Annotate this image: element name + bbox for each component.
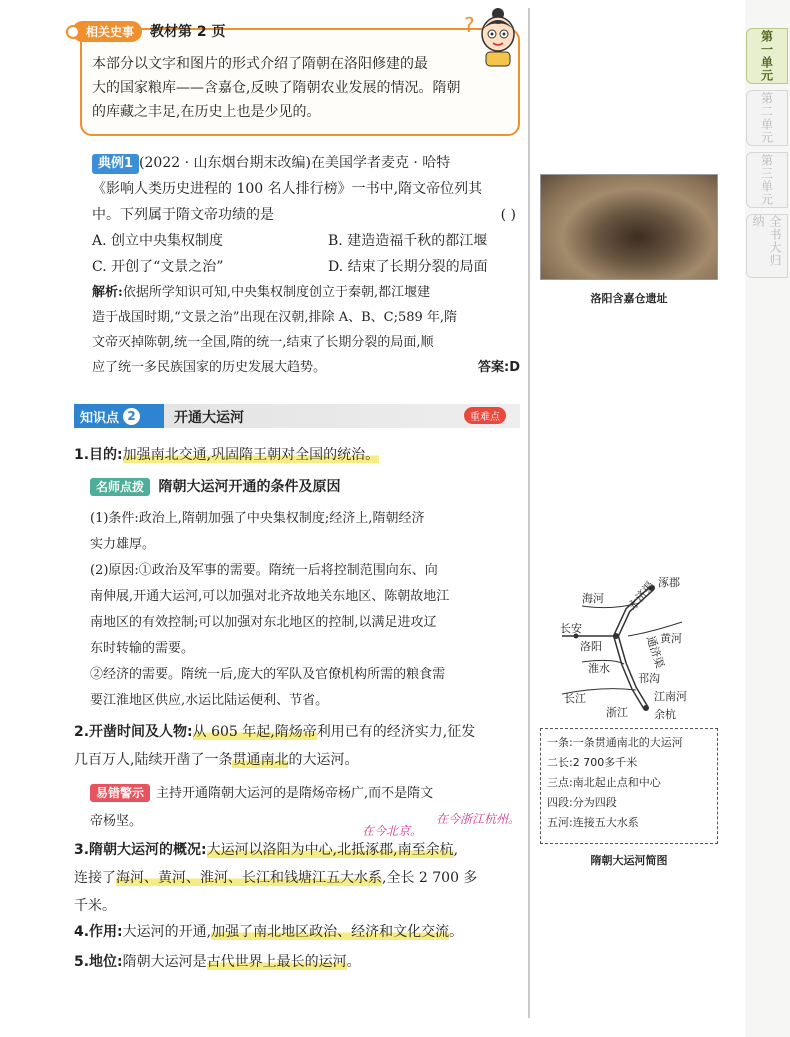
conditions-text: (1)条件:政治上,隋朝加强了中央集权制度;经济上,隋朝经济 实力雄厚。 bbox=[90, 511, 425, 552]
handwritten-note-beijing: 在今北京。 bbox=[362, 824, 423, 838]
canal-mnemonic-box: 一条:一条贯通南北的大运河 二长:2 700多千米 三点:南北起止点和中心 四段:分为四段 五河:连接五大水系 bbox=[540, 728, 718, 844]
point-time-person: 2.开凿时间及人物:从 605 年起,隋炀帝利用已有的经济实力,征发 几百万人,陆续开凿了一条贯通南北的大运河。 bbox=[74, 724, 476, 768]
map-caption: 隋朝大运河简图 bbox=[590, 854, 668, 867]
analysis: 解析:依据所学知识可知,中央集权制度创立于秦朝,都江堰建 造于战国时期,“文景之治”出现在汉朝,排除 A、B、C;589 年,隋 文帝灭掉陈朝,统一全国,隋的统一,结束了长期分裂的局面,顺 应了统一多民族国家的历史发展大趋势。 答案:D bbox=[92, 280, 520, 380]
svg-text:?: ? bbox=[464, 13, 475, 37]
map-label-tongjiqu: 通济渠 bbox=[643, 634, 667, 670]
tab-unit-3[interactable]: 第三单元 bbox=[746, 152, 788, 208]
knowledge-point-bar bbox=[74, 404, 520, 428]
mascot-girl-icon bbox=[462, 6, 522, 68]
map-label-zhuojun: 涿郡 bbox=[658, 576, 680, 589]
answer-bracket: ( ) bbox=[500, 207, 516, 223]
grand-canal-map bbox=[542, 570, 720, 720]
map-label-yuhang: 余杭 bbox=[654, 708, 676, 720]
point-overview: 3.隋朝大运河的概况:大运河以洛阳为中心,北抵涿郡,南至余杭, 连接了海河、黄河、淮河、长江和钱塘江五大水系,全长 2 700 多 千米。 bbox=[74, 842, 478, 914]
handwritten-note-hangzhou: 在今浙江杭州。 bbox=[436, 812, 521, 826]
map-label-changjiang: 长江 bbox=[564, 692, 586, 705]
map-label-huanghe: 黄河 bbox=[660, 632, 682, 645]
common-mistake: 易错警示 主持开通隋朝大运河的是隋炀帝杨广,而不是隋文 帝杨坚。 bbox=[90, 786, 434, 829]
difficulty-badge: 重难点 bbox=[464, 407, 506, 424]
related-history-text: 本部分以文字和图片的形式介绍了隋朝在洛阳修建的最 大的国家粮库——含嘉仓,反映了隋朝农业发展的情况。隋朝 的库藏之丰足,在历史上也是少见的。 bbox=[92, 56, 461, 120]
tab-summary[interactable]: 全书大归纳 bbox=[746, 214, 788, 278]
teacher-tip-tag: 名师点拨 bbox=[90, 478, 150, 496]
kp-label: 知识点 bbox=[80, 410, 120, 426]
map-label-huaishui: 淮水 bbox=[588, 662, 610, 675]
related-history-tag: 相关史事 bbox=[72, 21, 142, 42]
tab-unit-2[interactable]: 第二单元 bbox=[746, 90, 788, 146]
map-label-luoyang: 洛阳 bbox=[580, 640, 602, 653]
point-effect: 4.作用:大运河的开通,加强了南北地区政治、经济和文化交流。 bbox=[74, 924, 464, 940]
kp-number: 2 bbox=[123, 408, 140, 425]
column-divider bbox=[528, 8, 530, 1018]
example-question: 典例1 (2022 · 山东烟台期末改编)在美国学者麦克 · 哈特 《影响人类历史进程的 100 名人排行榜》一书中,隋文帝位列其 中。下列属于隋文帝功绩的是 ( ) A. 创立中央集权制度 B. 建造造福千秋的都江堰 C. 开创了“文景之治” D. 结束了长期分裂的局面 解析:依据所学知识可知,中央集权制度创立于秦朝,都江堰建 造于战国时期,“文景之治”出现在汉朝,排除 A、B、C;589 年,隋 文帝灭掉陈朝,统一全国,隋的统一,结束了长期分裂的局面,顺 应了统一多民族国家的历史发展大趋势。 答案:D bbox=[92, 150, 520, 380]
example-badge: 典例1 bbox=[92, 154, 139, 174]
kp-title: 开通大运河 bbox=[174, 410, 244, 426]
option-d[interactable]: D. 结束了长期分裂的局面 bbox=[328, 259, 488, 275]
map-label-zhejiang: 浙江 bbox=[606, 706, 628, 719]
option-b[interactable]: B. 建造造福千秋的都江堰 bbox=[328, 233, 488, 249]
photo-caption: 洛阳含嘉仓遗址 bbox=[590, 292, 668, 305]
map-label-jiangnanhe: 江南河 bbox=[654, 690, 687, 703]
map-label-haihe: 海河 bbox=[582, 592, 604, 605]
tab-unit-1[interactable]: 第一单元 bbox=[746, 28, 788, 84]
answer: 答案:D bbox=[478, 360, 520, 375]
reasons-text: (2)原因:①政治及军事的需要。隋统一后将控制范围向东、向 南伸展,开通大运河,可以加强对北齐故地关东地区、陈朝故地江 南地区的有效控制;可以加强对东北地区的控制,以满足进攻辽 东时转输的需要。 ②经济的需要。隋统一后,庞大的军队及官僚机构所需的粮食需 要江淮地区供应,水运比陆运便利、节省。 bbox=[90, 563, 450, 708]
unit-tabs bbox=[746, 28, 790, 284]
related-history-header bbox=[72, 20, 226, 42]
teacher-tip-header: 名师点拨 隋朝大运河开通的条件及原因 bbox=[90, 474, 522, 500]
point-purpose: 1.目的:加强南北交通,巩固隋王朝对全国的统治。 bbox=[74, 447, 380, 463]
mistake-warning-tag: 易错警示 bbox=[90, 784, 150, 802]
textbook-page-ref: 教材第 2 页 bbox=[150, 24, 226, 40]
option-a[interactable]: A. 创立中央集权制度 bbox=[92, 233, 224, 249]
hanjia-granary-photo bbox=[540, 174, 718, 280]
point-status: 5.地位:隋朝大运河是古代世界上最长的运河。 bbox=[74, 954, 361, 970]
options bbox=[92, 228, 520, 280]
map-label-hangou: 邗沟 bbox=[638, 672, 660, 685]
map-label-yongjiqu: 永济渠 bbox=[625, 579, 658, 613]
map-label-changan: 长安 bbox=[560, 622, 582, 635]
option-c[interactable]: C. 开创了“文景之治” bbox=[92, 259, 224, 275]
